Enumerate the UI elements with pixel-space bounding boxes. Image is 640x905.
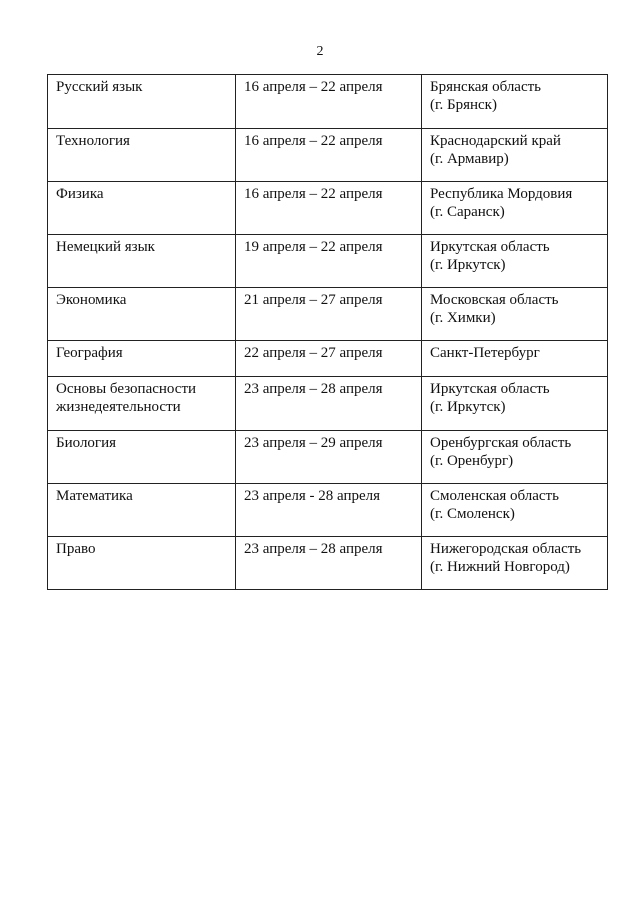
subject-cell	[48, 235, 236, 288]
subject-text: География	[56, 345, 123, 361]
dates-cell	[236, 431, 422, 484]
location-cell	[422, 129, 608, 182]
subject-text: Русский язык	[56, 79, 143, 95]
subject-text: Немецкий язык	[56, 239, 155, 255]
location-text: (г. Армавир)	[430, 151, 509, 167]
subject-cell	[48, 75, 236, 129]
schedule-table-body	[48, 75, 608, 590]
dates-cell	[236, 341, 422, 377]
page-number: 2	[316, 44, 324, 59]
location-text: Оренбургская область	[430, 435, 572, 451]
location-text: Нижегородская область	[430, 541, 582, 557]
subject-text: Экономика	[56, 292, 127, 308]
dates-cell	[236, 182, 422, 235]
location-text: (г. Нижний Новгород)	[430, 559, 570, 575]
table-row	[48, 75, 608, 129]
location-text: Смоленская область	[430, 488, 559, 504]
table-row	[48, 484, 608, 537]
table-row	[48, 182, 608, 235]
subject-cell	[48, 431, 236, 484]
dates-text: 23 апреля - 28 апреля	[244, 488, 381, 504]
location-text: (г. Саранск)	[430, 204, 505, 220]
dates-cell	[236, 377, 422, 431]
location-cell	[422, 75, 608, 129]
dates-text: 23 апреля – 28 апреля	[244, 541, 383, 557]
table-row	[48, 129, 608, 182]
subject-cell	[48, 182, 236, 235]
dates-cell	[236, 288, 422, 341]
subject-cell	[48, 377, 236, 431]
table-row	[48, 235, 608, 288]
location-text: Республика Мордовия	[430, 186, 573, 202]
subject-text: Технология	[56, 133, 130, 149]
location-text: (г. Иркутск)	[430, 257, 506, 273]
dates-text: 23 апреля – 28 апреля	[244, 381, 383, 397]
location-cell	[422, 431, 608, 484]
dates-text: 16 апреля – 22 апреля	[244, 133, 383, 149]
location-text: (г. Смоленск)	[430, 506, 515, 522]
location-text: Иркутская область	[430, 239, 550, 255]
table-row	[48, 341, 608, 377]
location-cell	[422, 484, 608, 537]
subject-text: Право	[56, 541, 96, 557]
table-row	[48, 537, 608, 590]
subject-text: жизнедеятельности	[56, 399, 181, 415]
location-cell	[422, 182, 608, 235]
dates-cell	[236, 129, 422, 182]
dates-text: 16 апреля – 22 апреля	[244, 186, 383, 202]
location-text: (г. Иркутск)	[430, 399, 506, 415]
location-text: Санкт-Петербург	[430, 345, 540, 361]
dates-cell	[236, 484, 422, 537]
table-row	[48, 288, 608, 341]
dates-text: 22 апреля – 27 апреля	[244, 345, 383, 361]
location-text: Иркутская область	[430, 381, 550, 397]
dates-cell	[236, 537, 422, 590]
location-text: (г. Химки)	[430, 310, 496, 326]
location-text: (г. Брянск)	[430, 97, 497, 113]
table-row	[48, 431, 608, 484]
dates-text: 21 апреля – 27 апреля	[244, 292, 383, 308]
subject-text: Физика	[56, 186, 104, 202]
dates-text: 19 апреля – 22 апреля	[244, 239, 383, 255]
subject-text: Основы безопасности	[56, 381, 197, 397]
table-row	[48, 377, 608, 431]
subject-cell	[48, 537, 236, 590]
dates-text: 16 апреля – 22 апреля	[244, 79, 383, 95]
subject-cell	[48, 288, 236, 341]
subject-cell	[48, 341, 236, 377]
subject-text: Математика	[56, 488, 133, 504]
subject-cell	[48, 484, 236, 537]
location-cell	[422, 341, 608, 377]
dates-cell	[236, 75, 422, 129]
location-cell	[422, 235, 608, 288]
location-cell	[422, 377, 608, 431]
dates-text: 23 апреля – 29 апреля	[244, 435, 383, 451]
location-cell	[422, 537, 608, 590]
dates-cell	[236, 235, 422, 288]
subject-text: Биология	[56, 435, 117, 451]
location-text: Краснодарский край	[430, 133, 561, 149]
subject-cell	[48, 129, 236, 182]
olympiad-schedule-table	[47, 74, 608, 590]
location-cell	[422, 288, 608, 341]
location-text: (г. Оренбург)	[430, 453, 514, 469]
location-text: Брянская область	[430, 79, 542, 95]
location-text: Московская область	[430, 292, 559, 308]
